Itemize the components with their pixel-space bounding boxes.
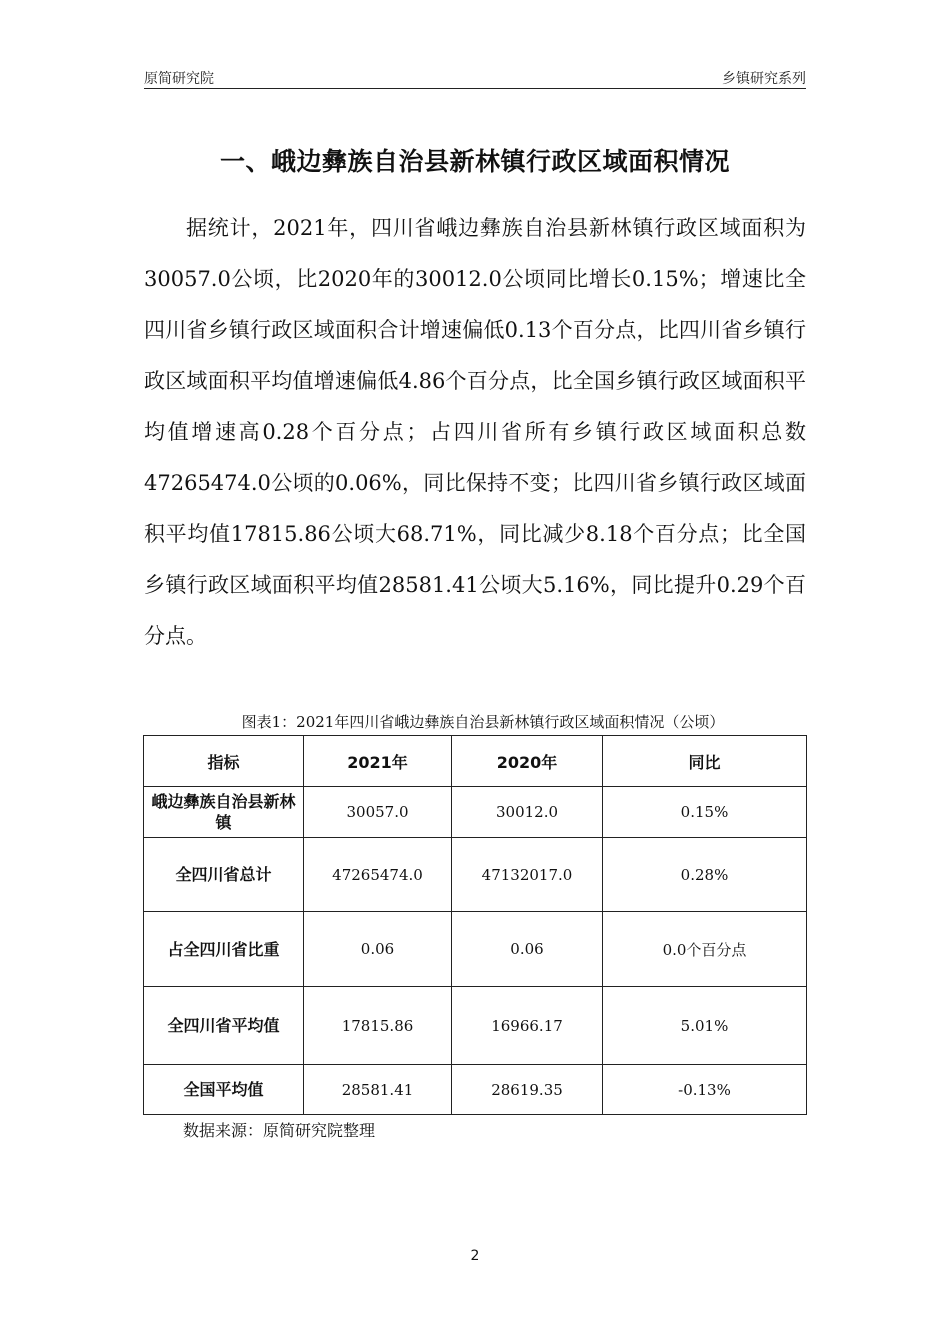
page-number: 2 bbox=[470, 1248, 480, 1264]
body-paragraph: 据统计，2021年，四川省峨边彝族自治县新林镇行政区域面积为30057.0公顷，比2020年的30012.0公顷同比增长0.15%；增速比全四川省乡镇行政区域面积合计增速偏低0.13个百分点，比四川省乡镇行政区域面积平均值增速偏低4.86个百分点，比全国乡镇行政区域面积平均值增速高0.28个百分点；占四川省所有乡镇行政区域面积总数47265474.0公顷的0.06%，同比保持不变；比四川省乡镇行政区域面积平均值17815.86公顷大68.71%，同比减少8.18个百分点；比全国乡镇行政区域面积平均值28581.41公顷大5.16%，同比提升0.29个百分点。 bbox=[144, 216, 806, 648]
header-left: 原简研究院 bbox=[144, 71, 214, 87]
cell-yoy: 0.15% bbox=[603, 787, 807, 838]
column-header-2020: 2020年 bbox=[452, 736, 603, 787]
row-label: 全国平均值 bbox=[144, 1065, 304, 1115]
table-row bbox=[144, 912, 807, 987]
cell-yoy: 0.0个百分点 bbox=[603, 912, 807, 987]
cell-2021: 28581.41 bbox=[304, 1065, 452, 1115]
row-label: 全四川省总计 bbox=[144, 838, 304, 912]
cell-2020: 16966.17 bbox=[452, 987, 603, 1065]
cell-yoy: 5.01% bbox=[603, 987, 807, 1065]
table-row bbox=[144, 1065, 807, 1115]
row-label: 峨边彝族自治县新林镇 bbox=[144, 787, 304, 838]
header-divider bbox=[144, 88, 806, 89]
column-header-yoy: 同比 bbox=[603, 736, 807, 787]
cell-2021: 0.06 bbox=[304, 912, 452, 987]
section-title: 一、峨边彝族自治县新林镇行政区域面积情况 bbox=[219, 147, 730, 176]
column-header-indicator: 指标 bbox=[144, 736, 304, 787]
cell-2020: 28619.35 bbox=[452, 1065, 603, 1115]
data-table bbox=[143, 735, 807, 1115]
cell-2020: 47132017.0 bbox=[452, 838, 603, 912]
cell-yoy: 0.28% bbox=[603, 838, 807, 912]
cell-2020: 30012.0 bbox=[452, 787, 603, 838]
table-row bbox=[144, 787, 807, 838]
table-row bbox=[144, 838, 807, 912]
table-row bbox=[144, 987, 807, 1065]
cell-2020: 0.06 bbox=[452, 912, 603, 987]
row-label: 占全四川省比重 bbox=[144, 912, 304, 987]
cell-2021: 30057.0 bbox=[304, 787, 452, 838]
column-header-2021: 2021年 bbox=[304, 736, 452, 787]
cell-2021: 47265474.0 bbox=[304, 838, 452, 912]
table-caption: 图表1：2021年四川省峨边彝族自治县新林镇行政区域面积情况（公顷） bbox=[241, 713, 725, 731]
cell-yoy: -0.13% bbox=[603, 1065, 807, 1115]
header-right: 乡镇研究系列 bbox=[722, 71, 806, 87]
cell-2021: 17815.86 bbox=[304, 987, 452, 1065]
row-label: 全四川省平均值 bbox=[144, 987, 304, 1065]
table-header-row bbox=[144, 736, 807, 787]
data-source-note: 数据来源：原简研究院整理 bbox=[183, 1121, 376, 1140]
